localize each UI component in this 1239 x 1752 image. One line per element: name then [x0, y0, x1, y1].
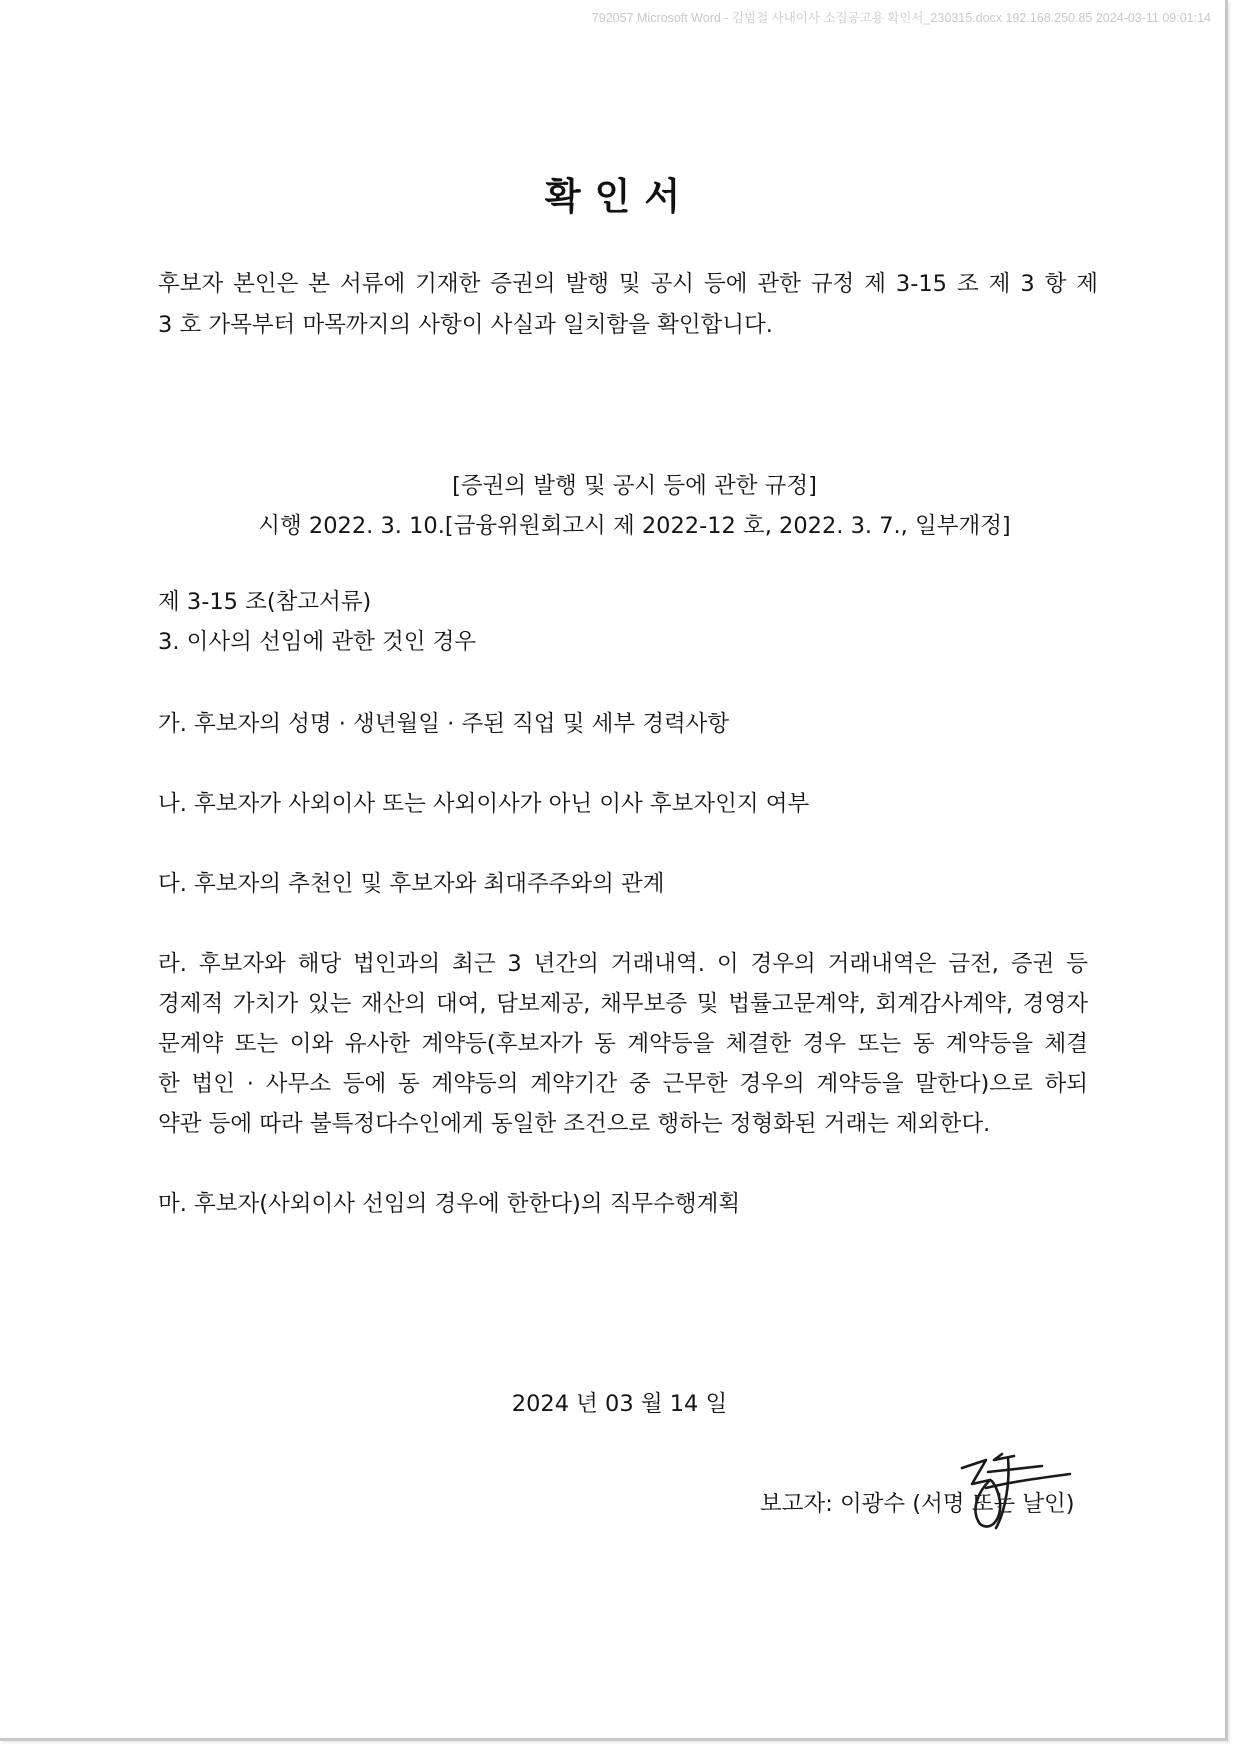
item-ra-line-5: 약관 등에 따라 불특정다수인에게 동일한 조건으로 행하는 정형화된 거래는 제외한다.	[158, 1111, 991, 1137]
item-na: 나. 후보자가 사외이사 또는 사외이사가 아닌 이사 후보자인지 여부	[158, 791, 810, 817]
intro-line-2: 3 호 가목부터 마목까지의 사항이 사실과 일치함을 확인합니다.	[158, 312, 773, 338]
document-title: 확인서	[544, 175, 695, 218]
item-da: 다. 후보자의 추천인 및 후보자와 최대주주와의 관계	[158, 871, 665, 897]
article-clause: 3. 이사의 선임에 관한 것인 경우	[158, 629, 477, 655]
item-ra-line-4: 한 법인 · 사무소 등에 동 계약등의 계약기간 중 근무한 경우의 계약등을 말한다)으로 하되	[158, 1071, 1088, 1097]
regulation-title: [증권의 발행 및 공시 등에 관한 규정]	[452, 473, 817, 499]
item-ra-line-1: 라. 후보자와 해당 법인과의 최근 3 년간의 거래내역. 이 경우의 거래내역은 금전, 증권 등	[158, 951, 1088, 977]
reporter-signature-line: 보고자: 이광수 (서명 또는 날인)	[760, 1491, 1075, 1517]
intro-line-1: 후보자 본인은 본 서류에 기재한 증권의 발행 및 공시 등에 관한 규정 제 3-15 조 제 3 항 제	[158, 271, 1098, 297]
item-ra-line-3: 문계약 또는 이와 유사한 계약등(후보자가 동 계약등을 체결한 경우 또는 동 계약등을 체결	[158, 1031, 1088, 1057]
article-heading: 제 3-15 조(참고서류)	[158, 589, 372, 615]
item-ma: 마. 후보자(사외이사 선임의 경우에 한한다)의 직무수행계획	[158, 1191, 741, 1217]
item-ga: 가. 후보자의 성명 · 생년월일 · 주된 직업 및 세부 경력사항	[158, 711, 730, 737]
item-ra-line-2: 경제적 가치가 있는 재산의 대여, 담보제공, 채무보증 및 법률고문계약, 회계감사계약, 경영자	[158, 991, 1088, 1017]
print-watermark: 792057 Microsoft Word - 김범철 사내이사 소집공고용 확인서_230315.docx 192.168.250.85 2024-03-11 09:01:14	[591, 11, 1211, 25]
regulation-enforcement: 시행 2022. 3. 10.[금융위원회고시 제 2022-12 호, 2022. 3. 7., 일부개정]	[258, 513, 1011, 539]
document-date: 2024 년 03 월 14 일	[511, 1391, 728, 1417]
handwritten-signature	[950, 1440, 1080, 1540]
